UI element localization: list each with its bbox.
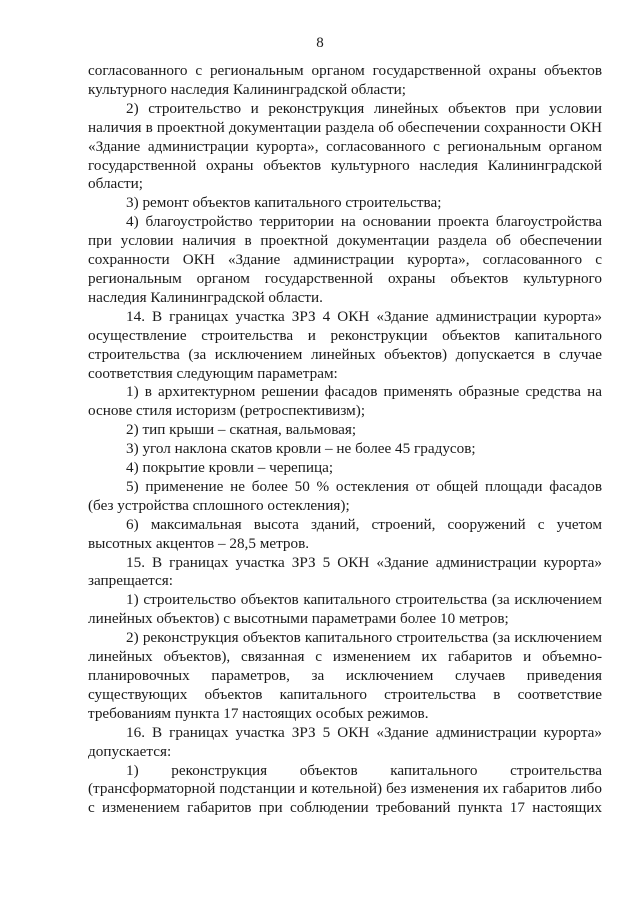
paragraph-clause-14-item-6: 6) максимальная высота зданий, строений, сооружений с учетом высотных акцентов – 28,5 метров.: [88, 515, 602, 552]
paragraph-clause-15-item-1: 1) строительство объектов капитального строительства (за исключением линейных объектов) с высотными параметрами более 10 метров;: [88, 591, 602, 628]
paragraph-item-3-repair: 3) ремонт объектов капитального строительства;: [126, 194, 442, 212]
paragraph-item-2-linear-objects: 2) строительство и реконструкция линейных объектов при условии наличия в проектной документации раздела об обеспечении сохранности ОКН «Здание администрации курорта», согласованного с региональным органом государственной охраны объектов культурного наследия Калининградской области;: [88, 99, 602, 193]
document-body: [88, 62, 602, 818]
paragraph-continuation: согласованного с региональным органом государственной охраны объектов культурного наследия Калининградской области;: [88, 62, 602, 98]
paragraph-clause-14-item-3: 3) угол наклона скатов кровли – не более 45 градусов;: [126, 440, 476, 458]
paragraph-clause-15: 15. В границах участка ЗРЗ 5 ОКН «Здание администрации курорта» запрещается:: [88, 553, 602, 590]
paragraph-clause-14-item-2: 2) тип крыши – скатная, вальмовая;: [126, 421, 357, 439]
page-number: 8: [316, 35, 324, 51]
paragraph-clause-15-item-2: 2) реконструкция объектов капитального строительства (за исключением линейных объектов), связанная с изменением их габаритов и объемно-планировочных параметров, за исключением случаев приведения существующих объектов капитального строительства в соответствие требованиям пункта 17 настоящих особых режимов.: [88, 629, 602, 722]
paragraph-clause-14-item-5: 5) применение не более 50 % остекления от общей площади фасадов (без устройства сплошного остекления);: [88, 477, 602, 514]
paragraph-clause-16-item-1: 1) реконструкция объектов капитального строительства (трансформаторной подстанции и котельной) без изменения их габаритов либо с изменением габаритов при соблюдении требований пункта 17 настоящих: [88, 761, 602, 817]
paragraph-clause-14: 14. В границах участка ЗРЗ 4 ОКН «Здание администрации курорта» осуществление строительства и реконструкции объектов капитального строительства (за исключением линейных объектов) допускается в случае соответствия следующим параметрам:: [88, 307, 602, 382]
paragraph-clause-14-item-1: 1) в архитектурном решении фасадов применять образные средства на основе стиля историзм (ретроспективизм);: [88, 383, 602, 420]
paragraph-item-4-landscaping: 4) благоустройство территории на основании проекта благоустройства при условии наличия в проектной документации раздела об обеспечении сохранности ОКН «Здание администрации курорта», согласованного с региональным органом государственной охраны объектов культурного наследия Калининградской области.: [88, 213, 602, 306]
paragraph-clause-14-item-4: 4) покрытие кровли – черепица;: [126, 459, 334, 477]
paragraph-clause-16: 16. В границах участка ЗРЗ 5 ОКН «Здание администрации курорта» допускается:: [88, 723, 602, 760]
